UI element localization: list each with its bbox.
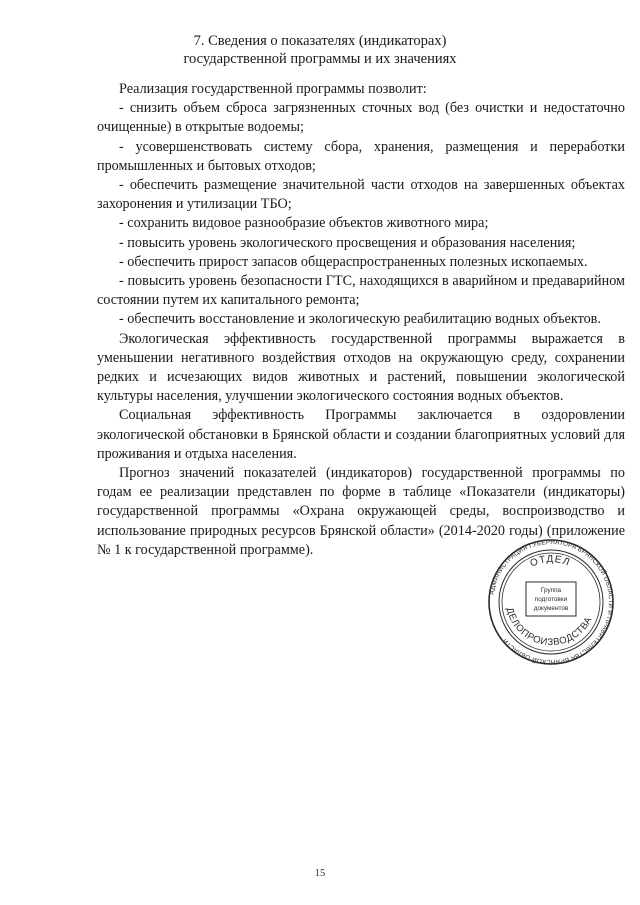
stamp-inner-top: ОТДЕЛ [528, 553, 572, 570]
list-item: - повысить уровень экологического просвещения и образования населения; [119, 234, 576, 251]
official-stamp [478, 538, 624, 666]
svg-text:подготовки: подготовки [534, 596, 568, 603]
heading-line-2: государственной программы и их значениях [183, 51, 457, 67]
document-body [97, 80, 625, 560]
list-item: - обеспечить размещение значительной части отходов на завершенных объектах захоронения и утилизации ТБО; [97, 177, 625, 213]
list-item: - обеспечить прирост запасов общераспространенных полезных ископаемых. [119, 253, 588, 270]
section-heading [0, 32, 640, 68]
list-item: - усовершенствовать систему сбора, хранения, размещения и переработки промышленных и бытовых отходов; [97, 138, 625, 174]
heading-line-1: 7. Сведения о показателях (индикаторах) [193, 33, 447, 49]
stamp-ring-text: АДМИНИСТРАЦИЯ ГУБЕРНАТОРА БРЯНСКОЙ ОБЛАСТИ И ПРАВИТЕЛЬСТВА БРЯНСКОЙ ОБЛАСТИ [488, 538, 615, 666]
svg-text:ОТДЕЛ [529, 554, 572, 570]
svg-text:Группа: Группа [540, 587, 562, 594]
list-item: - обеспечить восстановление и экологическую реабилитацию водных объектов. [119, 311, 601, 328]
stamp-inner-bottom: ДЕЛОПРОИЗВОДСТВА [503, 606, 595, 649]
list-item: - снизить объем сброса загрязненных сточных вод (без очистки и недостаточно очищенные) в открытые водоемы; [97, 100, 625, 136]
list-item: - повысить уровень безопасности ГТС, находящихся в аварийном и предаварийном состоянии путем их капитального ремонта; [97, 273, 625, 309]
forecast-paragraph: Прогноз значений показателей (индикаторов) государственной программы по годам ее реализации представлен по форме в таблице «Показатели (индикаторы) государственной программы «Охрана окружающей среды, воспроизводство и использование природных ресурсов Брянской области» (2014-2020 годы) (приложение № 1 к государственной программе). [97, 465, 625, 558]
ecological-efficiency-paragraph: Экологическая эффективность государственной программы выражается в уменьшении негативного воздействия отходов на окружающую среду, сохранении редких и исчезающих видов животных и растений, повышении экологической культуры населения, улучшении экологического состояния водных объектов. [97, 330, 625, 405]
social-efficiency-paragraph: Социальная эффективность Программы заключается в оздоровлении экологической обстановки в Брянской области и создании благоприятных условий для проживания и отдыха населения. [97, 407, 625, 462]
intro-paragraph: Реализация государственной программы позволит: [119, 81, 427, 97]
page-number: 15 [314, 868, 326, 879]
list-item: - сохранить видовое разнообразие объектов животного мира; [119, 215, 489, 232]
svg-text:документов: документов [533, 605, 569, 612]
